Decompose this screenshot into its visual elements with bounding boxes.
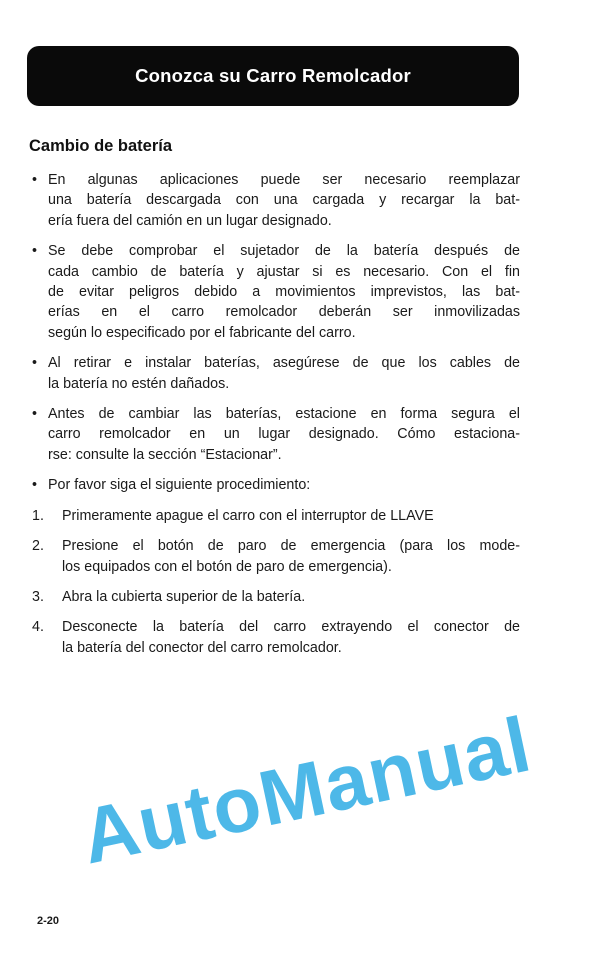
bullet-item: [29, 170, 520, 231]
text-line: erías en el carro remolcador deberán ser inmovilizadas: [48, 304, 520, 321]
text-line: la batería del conector del carro remolcador.: [62, 639, 342, 656]
bullet-item: [29, 475, 520, 495]
step-number: 4.: [32, 619, 44, 636]
text-line: ería fuera del camión en un lugar designado.: [48, 212, 332, 229]
text-line: los equipados con el botón de paro de emergencia).: [62, 558, 392, 575]
step-number: 2.: [32, 538, 44, 555]
text-line: rse: consulte la sección “Estacionar”.: [48, 446, 282, 463]
chapter-header: [27, 46, 519, 106]
numbered-step: [29, 587, 520, 607]
text-line: cada cambio de batería y ajustar si es necesario. Con el fin: [48, 263, 520, 280]
text-line: En algunas aplicaciones puede ser necesario reemplazar: [48, 172, 520, 188]
text-line: Presione el botón de paro de emergencia (para los mode-: [62, 538, 520, 555]
text-line: carro remolcador en un lugar designado. Cómo estaciona-: [48, 426, 520, 443]
watermark: AutoManual: [73, 699, 539, 881]
text-line: la batería no estén dañados.: [48, 375, 230, 392]
text-line: una batería descargada con una cargada y recargar la bat-: [48, 192, 520, 209]
step-number: 1.: [32, 507, 44, 524]
text-line: según lo especificado por el fabricante del carro.: [48, 324, 356, 341]
bullet-item: [29, 241, 520, 343]
text-line: Antes de cambiar las baterías, estacione en forma segura el: [48, 406, 520, 423]
text-line: Desconecte la batería del carro extrayendo el conector de: [62, 619, 520, 636]
text-line: Abra la cubierta superior de la batería.: [62, 588, 306, 605]
bullet-item: [29, 404, 520, 465]
page-number: 2-20: [37, 915, 60, 927]
text-line: Por favor siga el siguiente procedimiento:: [48, 477, 311, 494]
bullet-item: [29, 353, 520, 394]
section-heading: Cambio de batería: [29, 137, 173, 155]
section-body: [29, 170, 520, 668]
numbered-step: [29, 506, 520, 526]
bullet-marker: •: [32, 243, 38, 260]
bullet-marker: •: [32, 355, 38, 372]
text-line: de evitar peligros debido a movimientos imprevistos, las bat-: [48, 284, 520, 301]
bullet-marker: •: [32, 477, 38, 494]
numbered-step: [29, 617, 520, 658]
bullet-marker: •: [32, 406, 38, 423]
numbered-step: [29, 536, 520, 577]
text-line: Se debe comprobar el sujetador de la batería después de: [48, 243, 520, 260]
step-number: 3.: [32, 588, 44, 605]
chapter-title: Conozca su Carro Remolcador: [135, 65, 411, 86]
bullet-marker: •: [32, 172, 38, 188]
text-line: Al retirar e instalar baterías, asegúrese de que los cables de: [48, 355, 520, 372]
text-line: Primeramente apague el carro con el interruptor de LLAVE: [62, 507, 434, 524]
